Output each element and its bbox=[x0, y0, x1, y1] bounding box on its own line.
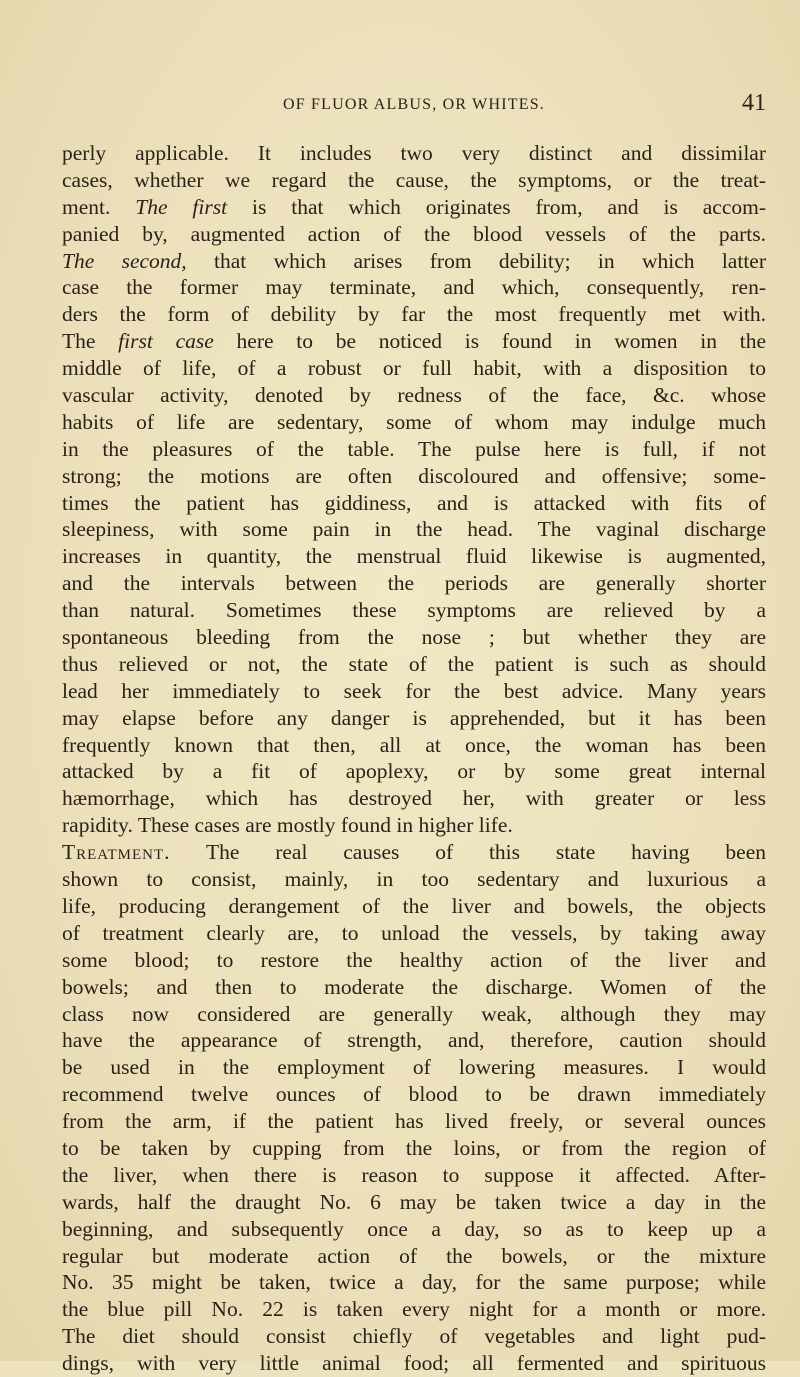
text-line: case the former may terminate, and which, consequently, ren- bbox=[62, 275, 766, 300]
italic-term: The first bbox=[135, 194, 228, 219]
text-line: some blood; to restore the healthy action of the liver and bbox=[62, 947, 766, 972]
text-line: bowels; and then to moderate the discharge. Women of the bbox=[62, 974, 766, 999]
text-line: shown to consist, mainly, in too sedentary and luxurious a bbox=[62, 867, 766, 892]
text-line: in the pleasures of the table. The pulse here is full, if not bbox=[62, 436, 766, 461]
text-line: the liver, when there is reason to suppose it affected. After- bbox=[62, 1162, 766, 1187]
body-text bbox=[62, 140, 766, 1377]
text-line: The first case here to be noticed is found in women in the bbox=[62, 329, 766, 354]
text-line: perly applicable. It includes two very distinct and dissimilar bbox=[62, 141, 766, 165]
text-line: have the appearance of strength, and, therefore, caution should bbox=[62, 1028, 766, 1053]
text-line: to be taken by cupping from the loins, or from the region of bbox=[62, 1135, 766, 1160]
text-line: recommend twelve ounces of blood to be drawn immediately bbox=[62, 1082, 766, 1107]
text-line: increases in quantity, the menstrual fluid likewise is augmented, bbox=[62, 544, 766, 569]
text-line: life, producing derangement of the liver and bowels, the objects bbox=[62, 893, 766, 918]
text-line: The second, that which arises from debility; in which latter bbox=[62, 248, 766, 273]
page-number: 41 bbox=[742, 90, 766, 116]
text-line: may elapse before any danger is apprehended, but it has been bbox=[62, 705, 766, 730]
text-line: spontaneous bleeding from the nose ; but whether they are bbox=[62, 625, 766, 650]
text-line: dings, with very little animal food; all fermented and spirituous bbox=[62, 1351, 766, 1376]
text-line: thus relieved or not, the state of the patient is such as should bbox=[62, 651, 766, 676]
text-line: class now considered are generally weak, although they may bbox=[62, 1001, 766, 1026]
running-head: OF FLUOR ALBUS, OR WHITES. bbox=[282, 96, 546, 113]
text-line: ders the form of debility by far the most frequently met with. bbox=[62, 302, 766, 327]
text-line: middle of life, of a robust or full habit, with a disposition to bbox=[62, 356, 766, 381]
text-line: from the arm, if the patient has lived freely, or several ounces bbox=[62, 1109, 766, 1134]
text-line: Treatment. The real causes of this state having been bbox=[62, 840, 766, 865]
text-line: than natural. Sometimes these symptoms are relieved by a bbox=[62, 598, 766, 623]
italic-term: first case bbox=[118, 329, 214, 354]
italic-term: The second, bbox=[62, 248, 187, 273]
text-line: be used in the employment of lowering measures. I would bbox=[62, 1055, 766, 1080]
section-heading: Treatment. bbox=[62, 840, 171, 865]
text-line: strong; the motions are often discoloured and offensive; some- bbox=[62, 463, 766, 488]
text-line: No. 35 might be taken, twice a day, for the same purpose; while bbox=[62, 1270, 766, 1295]
text-line: of treatment clearly are, to unload the vessels, by taking away bbox=[62, 920, 766, 945]
text-line: times the patient has giddiness, and is attacked with fits of bbox=[62, 490, 766, 515]
text-line: wards, half the draught No. 6 may be taken twice a day in the bbox=[62, 1189, 766, 1214]
text-line: rapidity. These cases are mostly found in higher life. bbox=[62, 813, 513, 838]
text-line: vascular activity, denoted by redness of the face, &c. whose bbox=[62, 383, 766, 408]
text-line: sleepiness, with some pain in the head. The vaginal discharge bbox=[62, 517, 766, 542]
text-line: the blue pill No. 22 is taken every night for a month or more. bbox=[62, 1297, 766, 1322]
text-line: and the intervals between the periods are generally shorter bbox=[62, 571, 766, 596]
text-line: habits of life are sedentary, some of whom may indulge much bbox=[62, 409, 766, 434]
text-line: hæmorrhage, which has destroyed her, with greater or less bbox=[62, 786, 766, 811]
text-line: regular but moderate action of the bowels, or the mixture bbox=[62, 1243, 766, 1268]
page-header bbox=[62, 92, 766, 122]
text-line: lead her immediately to seek for the best advice. Many years bbox=[62, 678, 766, 703]
text-line: attacked by a fit of apoplexy, or by some great internal bbox=[62, 759, 766, 784]
text-line: beginning, and subsequently once a day, so as to keep up a bbox=[62, 1216, 766, 1241]
text-line: The diet should consist chiefly of vegetables and light pud- bbox=[62, 1324, 766, 1349]
text-line: frequently known that then, all at once, the woman has been bbox=[62, 732, 766, 757]
text-line: ment. The first is that which originates from, and is accom- bbox=[62, 194, 766, 219]
text-line: cases, whether we regard the cause, the symptoms, or the treat- bbox=[62, 167, 766, 192]
text-line: panied by, augmented action of the blood vessels of the parts. bbox=[62, 221, 766, 246]
